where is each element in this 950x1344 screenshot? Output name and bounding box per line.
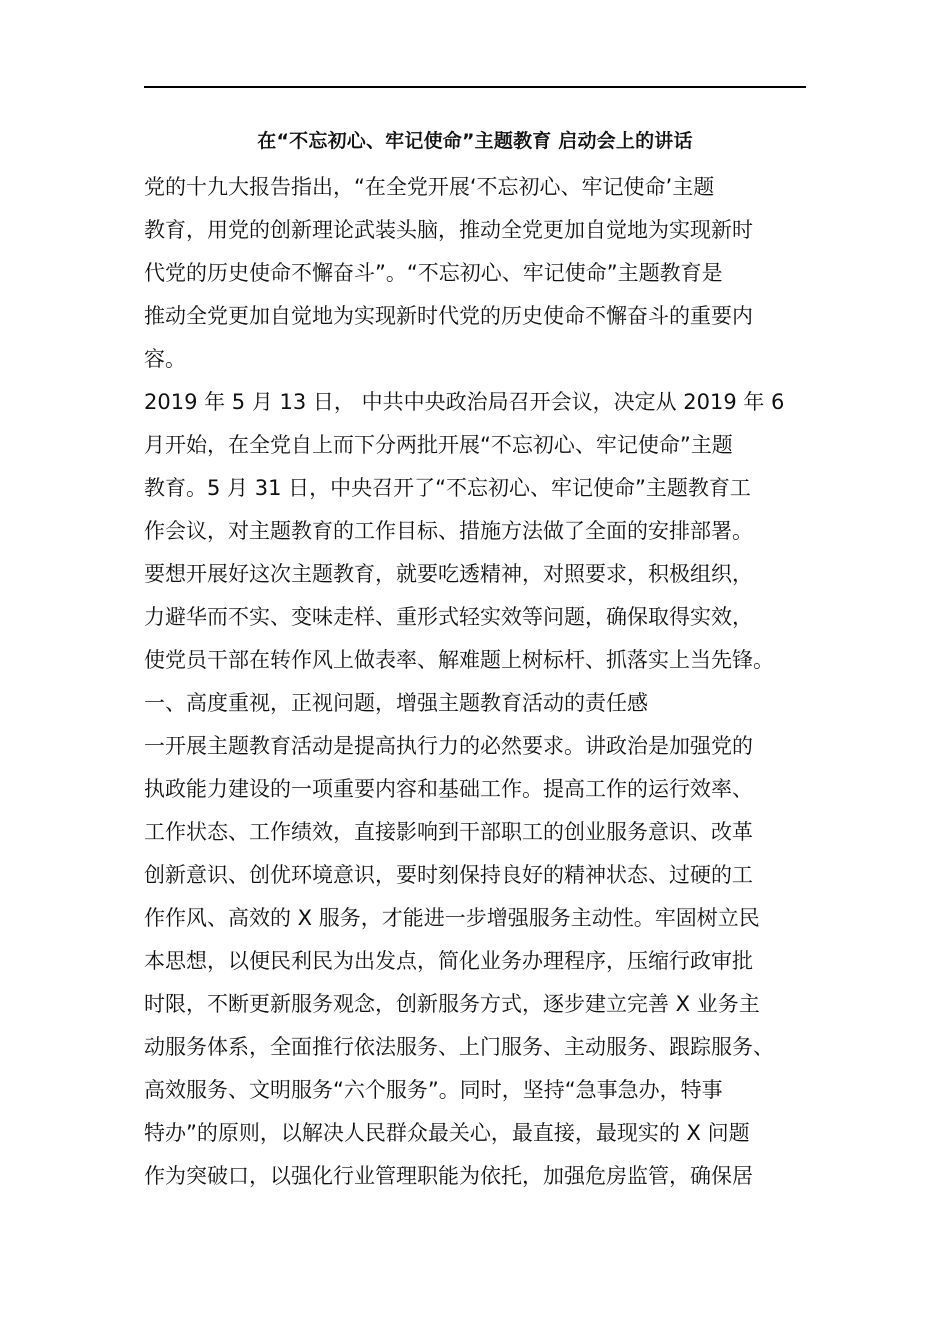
text-line: 2019 年 5 月 13 日， 中共中央政治局召开会议，决定从 2019 年 6	[144, 390, 785, 414]
text-line: 作会议，对主题教育的工作目标、措施方法做了全面的安排部署。	[144, 519, 753, 543]
section-heading: 一、高度重视，正视问题，增强主题教育活动的责任感	[144, 691, 648, 715]
text-line: 党的十九大报告指出，“在全党开展‘不忘初心、牢记使命’主题	[144, 175, 715, 199]
text-line: 本思想，以便民利民为出发点，简化业务办理程序，压缩行政审批	[144, 949, 753, 973]
header-rule	[144, 86, 806, 88]
text-line: 作为突破口，以强化行业管理职能为依托，加强危房监管，确保居	[144, 1164, 753, 1188]
text-line: 动服务体系，全面推行依法服务、上门服务、主动服务、跟踪服务、	[144, 1035, 774, 1059]
text-line: 教育。5 月 31 日，中央召开了“不忘初心、牢记使命”主题教育工	[144, 476, 751, 500]
text-line: 月开始，在全党自上而下分两批开展“不忘初心、牢记使命”主题	[144, 433, 733, 457]
text-line: 教育，用党的创新理论武装头脑，推动全党更加自觉地为实现新时	[144, 218, 753, 242]
document-title: 在“不忘初心、牢记使命”主题教育 启动会上的讲话	[257, 130, 693, 152]
text-line: 代党的历史使命不懈奋斗”。“不忘初心、牢记使命”主题教育是	[144, 261, 723, 285]
text-line: 高效服务、文明服务“六个服务”。同时，坚持“急事急办，特事	[144, 1078, 723, 1102]
document-body	[144, 166, 812, 1198]
text-line: 容。	[144, 347, 186, 371]
text-line: 使党员干部在转作风上做表率、解难题上树标杆、抓落实上当先锋。	[144, 648, 774, 672]
text-line: 执政能力建设的一项重要内容和基础工作。提高工作的运行效率、	[144, 777, 753, 801]
text-line: 工作状态、工作绩效，直接影响到干部职工的创业服务意识、改革	[144, 820, 753, 844]
text-line: 创新意识、创优环境意识，要时刻保持良好的精神状态、过硬的工	[144, 863, 753, 887]
text-line: 作作风、高效的 X 服务，才能进一步增强服务主动性。牢固树立民	[144, 906, 760, 930]
text-line: 时限，不断更新服务观念，创新服务方式，逐步建立完善 X 业务主	[144, 992, 760, 1016]
text-line: 特办”的原则，以解决人民群众最关心，最直接，最现实的 X 问题	[144, 1121, 750, 1145]
text-line: 一开展主题教育活动是提高执行力的必然要求。讲政治是加强党的	[144, 734, 753, 758]
text-line: 要想开展好这次主题教育，就要吃透精神，对照要求，积极组织，	[144, 562, 753, 586]
text-line: 推动全党更加自觉地为实现新时代党的历史使命不懈奋斗的重要内	[144, 304, 753, 328]
text-line: 力避华而不实、变味走样、重形式轻实效等问题，确保取得实效，	[144, 605, 753, 629]
